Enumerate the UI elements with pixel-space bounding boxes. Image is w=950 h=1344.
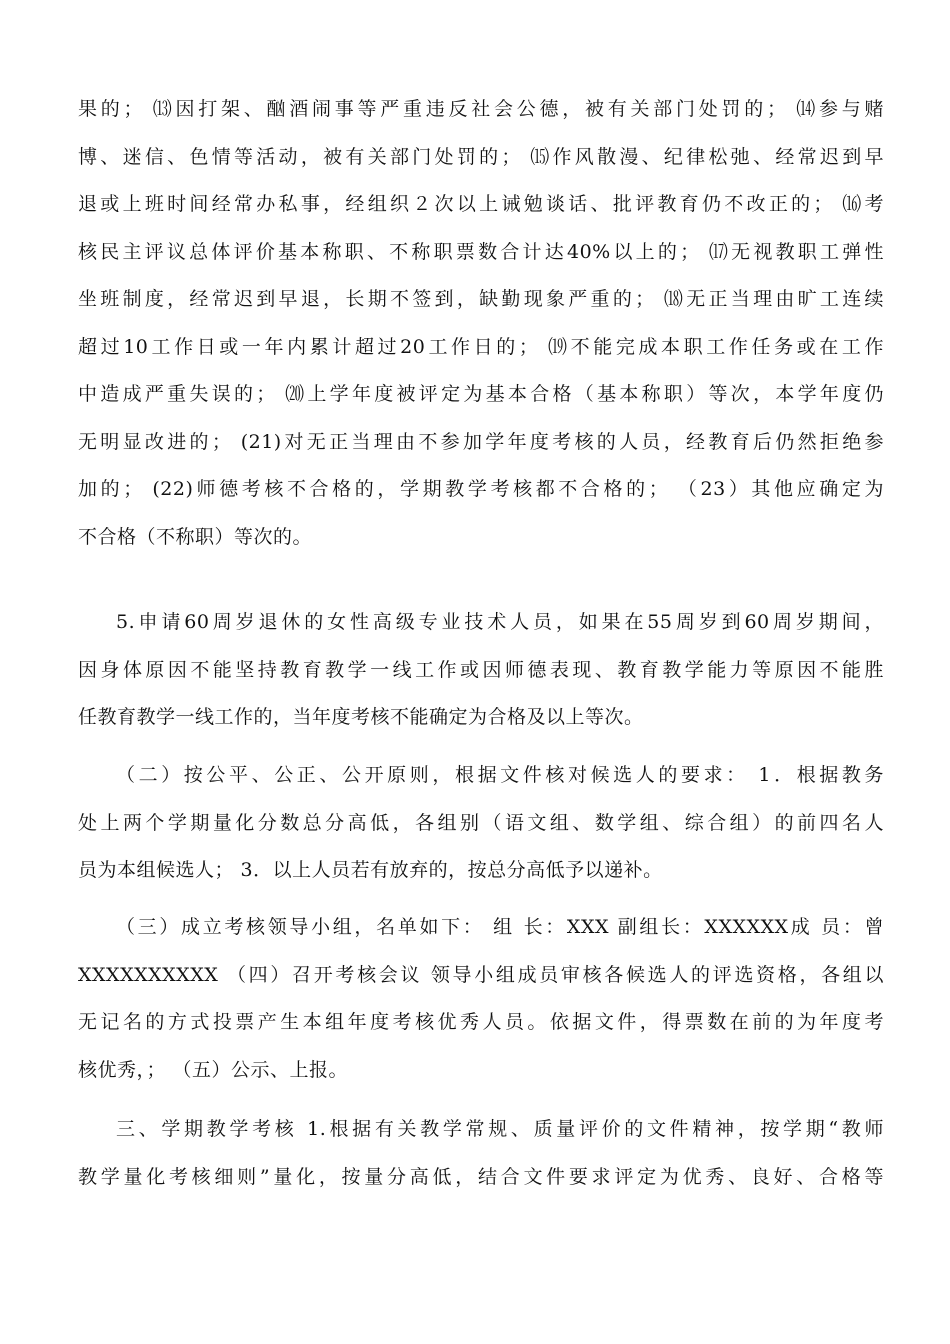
text-line: 果的； ⒀因打架、酗酒闹事等严重违反社会公德，被有关部门处罚的； ⒁参与赌 <box>78 98 884 120</box>
text-line: 无明显改进的； (21)对无正当理由不参加学年度考核的人员，经教育后仍然拒绝参 <box>78 430 884 453</box>
text-line: 不合格（不称职）等次的。 <box>78 525 313 548</box>
text-line: （二）按公平、公正、公开原则，根据文件核对候选人的要求： 1．根据教务 <box>116 764 884 786</box>
text-line: XXXXXXXXXX （四）召开考核会议 领导小组成员审核各候选人的评选资格，各组以 <box>78 963 884 986</box>
text-line: 因身体原因不能坚持教育教学一线工作或因师德表现、教育教学能力等原因不能胜 <box>78 658 884 681</box>
text-line: 坐班制度，经常迟到早退，长期不签到，缺勤现象严重的； ⒅无正当理由旷工连续 <box>78 288 884 310</box>
text-line: 员为本组候选人； 3．以上人员若有放弃的，按总分高低予以递补。 <box>78 859 663 881</box>
text-line: 超过10工作日或一年内累计超过20工作日的； ⒆不能完成本职工作任务或在工作 <box>78 335 884 358</box>
text-line: 处上两个学期量化分数总分高低，各组别（语文组、数学组、综合组）的前四名人 <box>78 811 884 834</box>
paragraph-disqualification-list <box>78 86 884 561</box>
paragraph-item-5 <box>78 599 884 742</box>
text-line: 任教育教学一线工作的，当年度考核不能确定为合格及以上等次。 <box>78 706 644 728</box>
text-line: 中造成严重失误的； ⒇上学年度被评定为基本合格（基本称职）等次，本学年度仍 <box>78 383 884 405</box>
text-line: 教学量化考核细则”量化，按量分高低，结合文件要求评定为优秀、良好、合格等 <box>78 1165 884 1188</box>
text-line: （三）成立考核领导小组，名单如下： 组 长：XXX 副组长：XXXXXX成 员：曾 <box>116 916 884 938</box>
paragraph-section-3 <box>78 904 884 1094</box>
text-line: 5.申请60周岁退休的女性高级专业技术人员，如果在55周岁到60周岁期间， <box>116 611 884 633</box>
text-line: 无记名的方式投票产生本组年度考核优秀人员。依据文件，得票数在前的为年度考 <box>78 1011 884 1033</box>
paragraph-teaching-assessment <box>78 1106 884 1201</box>
text-line: 核优秀，； （五）公示、上报。 <box>78 1058 349 1081</box>
text-line: 加的； (22)师德考核不合格的，学期教学考核都不合格的； （23）其他应确定为 <box>78 478 884 500</box>
text-line: 博、迷信、色情等活动，被有关部门处罚的； ⒂作风散漫、纪律松弛、经常迟到早 <box>78 145 884 168</box>
paragraph-section-2 <box>78 752 884 895</box>
text-line: 三、学期教学考核 1.根据有关教学常规、质量评价的文件精神，按学期“教师 <box>116 1118 884 1140</box>
text-line: 核民主评议总体评价基本称职、不称职票数合计达40%以上的； ⒄无视教职工弹性 <box>78 240 884 263</box>
text-line: 退或上班时间经常办私事，经组织２次以上诫勉谈话、批评教育仍不改正的； ⒃考 <box>78 193 884 215</box>
